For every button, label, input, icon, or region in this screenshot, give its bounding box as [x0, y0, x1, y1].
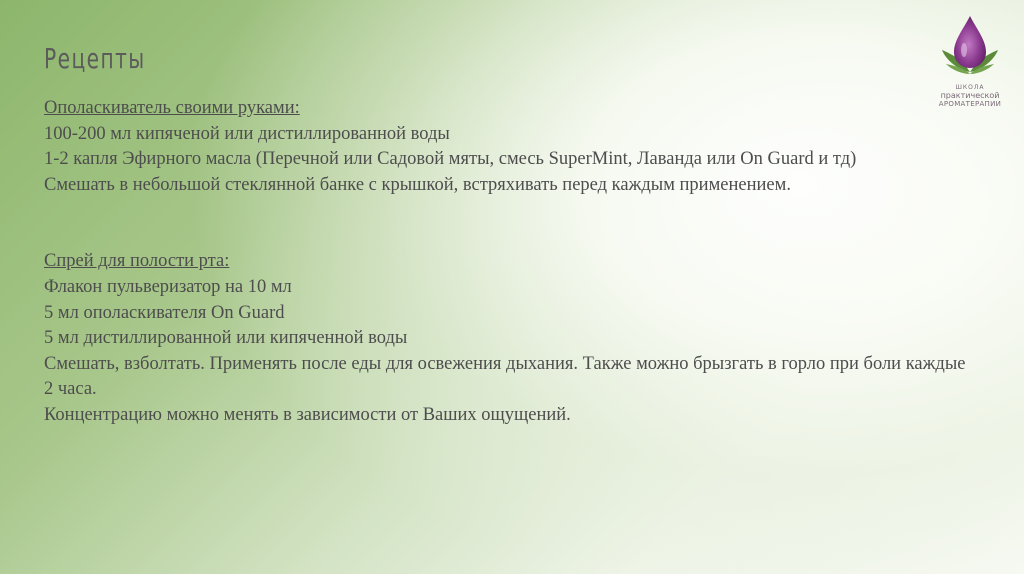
spray-line: Концентрацию можно менять в зависимости от Ваших ощущений.	[44, 404, 571, 425]
rinse-line: Смешать в небольшой стеклянной банке с крышкой, встряхивать перед каждым применением.	[44, 174, 791, 195]
section-heading-rinse: Ополаскиватель своими руками:	[44, 98, 300, 118]
slide-title: Рецепты	[44, 42, 146, 75]
spray-line: 5 мл ополаскивателя On Guard	[44, 302, 285, 323]
rinse-line: 100-200 мл кипяченой или дистиллированной воды	[44, 123, 450, 144]
spray-line: Флакон пульверизатор на 10 мл	[44, 276, 292, 297]
spray-line: Смешать, взболтать. Применять после еды для освежения дыхания. Также можно брызгать в горло при боли каждые 2 часа.	[44, 353, 966, 400]
lotus-drop-icon	[940, 14, 1000, 82]
logo-line-3: АРОМАТЕРАПИИ	[938, 100, 1002, 108]
section-heading-spray: Спрей для полости рта:	[44, 251, 230, 272]
slide-body	[44, 96, 974, 429]
school-logo	[926, 14, 1014, 106]
spray-line: 5 мл дистиллированной или кипяченной воды	[44, 328, 408, 349]
rinse-line: 1-2 капля Эфирного масла (Перечной или Садовой мяты, смесь SuperMint, Лаванда или On Guard и тд)	[44, 149, 857, 170]
logo-line-1: ШКОЛА	[955, 84, 985, 91]
logo-line-2: практической	[940, 91, 1000, 100]
